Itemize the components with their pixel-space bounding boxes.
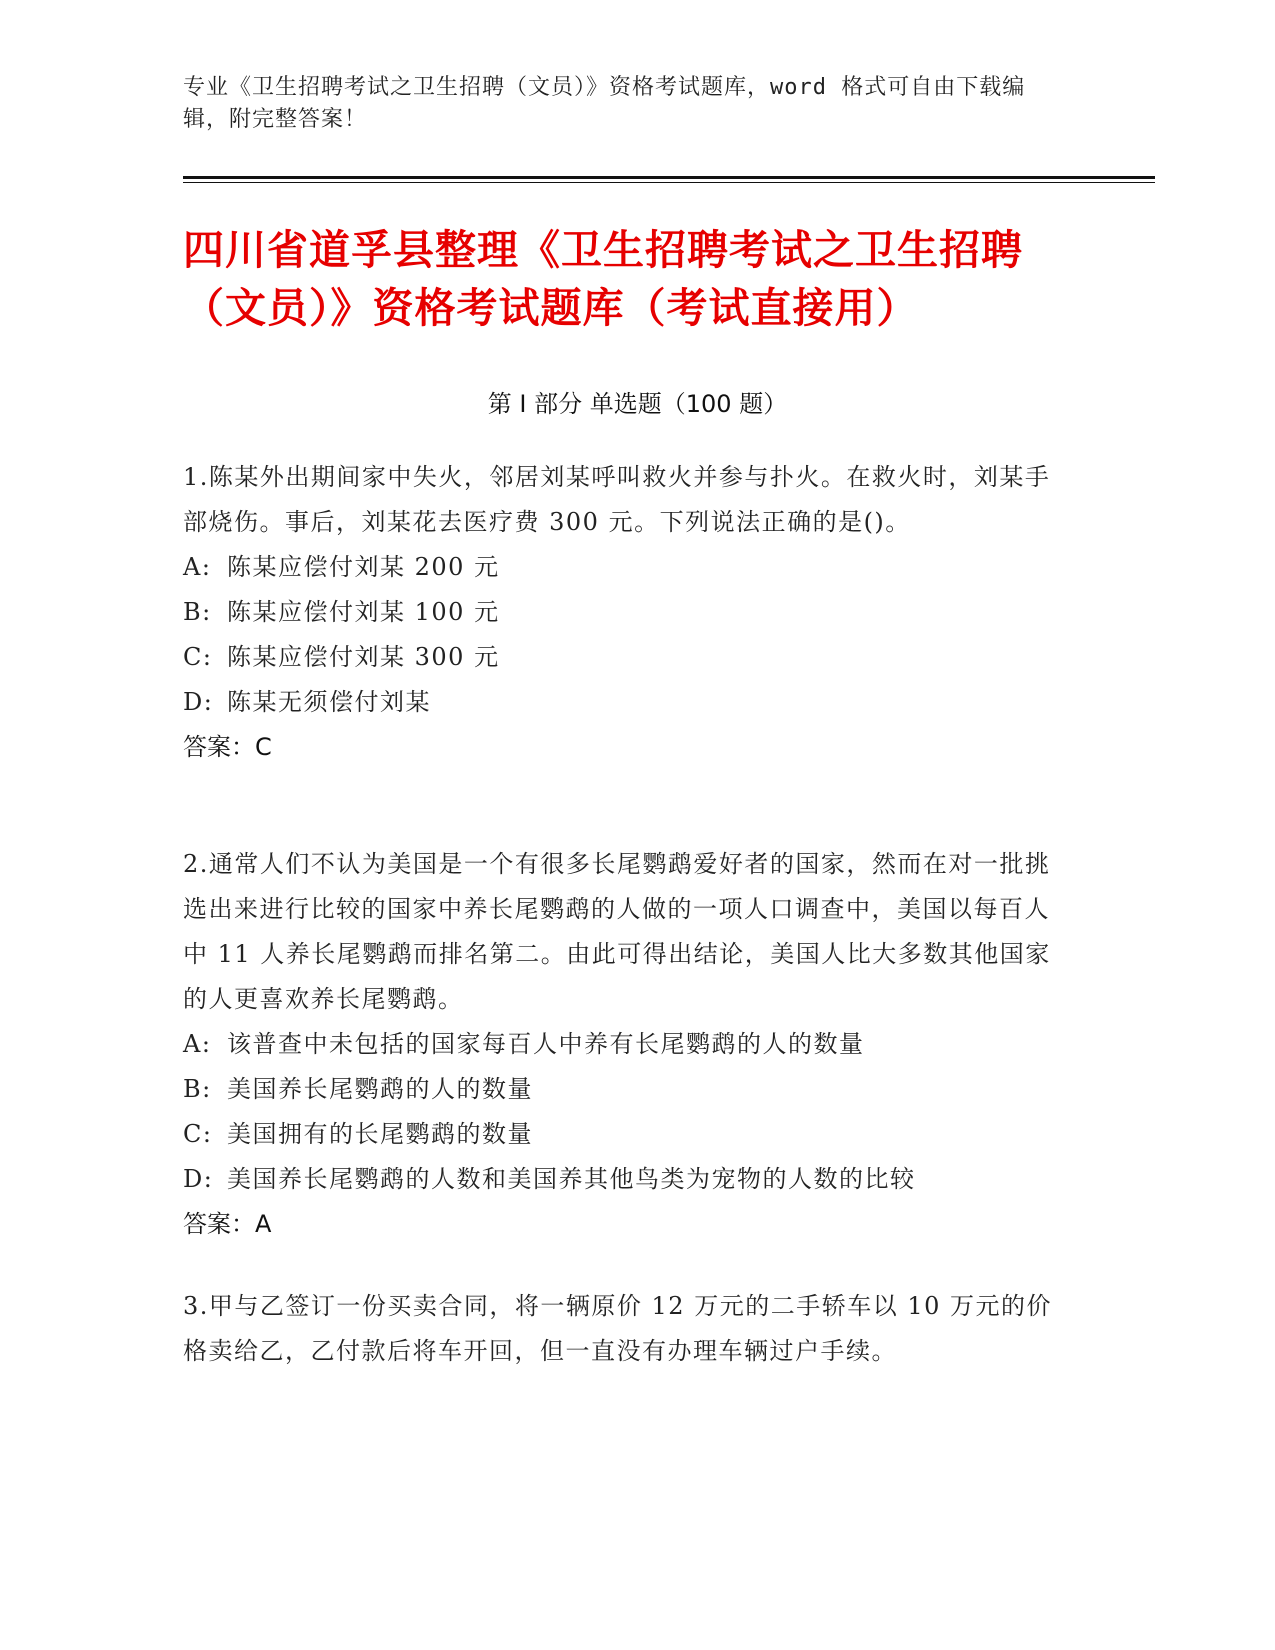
option-text: 美国养长尾鹦鹉的人数和美国养其他鸟类为宠物的人数的比较 xyxy=(227,1165,916,1193)
question-stem: 3.甲与乙签订一份买卖合同，将一辆原价 12 万元的二手轿车以 10 万元的价格卖给乙，乙付款后将车开回，但一直没有办理车辆过户手续。 xyxy=(183,1292,1052,1365)
option-letter: A: xyxy=(183,553,212,581)
answer: 答案：C xyxy=(183,733,272,761)
question-stem: 1.陈某外出期间家中失火，邻居刘某呼叫救火并参与扑火。在救火时，刘某手部烧伤。事后，刘某花去医疗费 300 元。下列说法正确的是()。 xyxy=(183,463,1051,536)
option-letter: D: xyxy=(183,688,214,716)
header-divider-thick xyxy=(183,176,1155,179)
question-2 xyxy=(183,842,1053,1247)
option-c xyxy=(183,1112,1053,1157)
option-b xyxy=(183,1067,1053,1112)
section-title: 第 I 部分 单选题（100 题） xyxy=(487,390,788,418)
option-text: 美国拥有的长尾鹦鹉的数量 xyxy=(227,1120,533,1148)
option-letter: B: xyxy=(183,1075,212,1103)
option-text: 陈某无须偿付刘某 xyxy=(227,688,431,716)
option-text: 陈某应偿付刘某 200 元 xyxy=(227,553,500,581)
option-b xyxy=(183,590,1053,635)
option-text: 陈某应偿付刘某 300 元 xyxy=(227,643,500,671)
option-letter: A: xyxy=(183,1030,212,1058)
document-title: 四川省道孚县整理《卫生招聘考试之卫生招聘（文员）》资格考试题库（考试直接用） xyxy=(183,226,1023,332)
option-letter: B: xyxy=(183,598,212,626)
option-a xyxy=(183,1022,1053,1067)
question-1 xyxy=(183,455,1053,770)
option-letter: D: xyxy=(183,1165,214,1193)
question-3 xyxy=(183,1284,1053,1374)
option-text: 陈某应偿付刘某 100 元 xyxy=(227,598,500,626)
option-text: 美国养长尾鹦鹉的人的数量 xyxy=(227,1075,533,1103)
header-divider-thin xyxy=(183,182,1155,183)
option-d xyxy=(183,1157,1053,1202)
option-letter: C: xyxy=(183,643,213,671)
question-stem: 2.通常人们不认为美国是一个有很多长尾鹦鹉爱好者的国家，然而在对一批挑选出来进行比较的国家中养长尾鹦鹉的人做的一项人口调查中，美国以每百人中 11 人养长尾鹦鹉而排名第二。由此可得出结论，美国人比大多数其他国家的人更喜欢养长尾鹦鹉。 xyxy=(183,850,1051,1013)
option-letter: C: xyxy=(183,1120,213,1148)
option-c xyxy=(183,635,1053,680)
option-text: 该普查中未包括的国家每百人中养有长尾鹦鹉的人的数量 xyxy=(227,1030,865,1058)
answer: 答案：A xyxy=(183,1210,272,1238)
option-d xyxy=(183,680,1053,725)
header-note: 专业《卫生招聘考试之卫生招聘（文员）》资格考试题库，word 格式可自由下载编辑，附完整答案！ xyxy=(183,75,1026,132)
option-a xyxy=(183,545,1053,590)
